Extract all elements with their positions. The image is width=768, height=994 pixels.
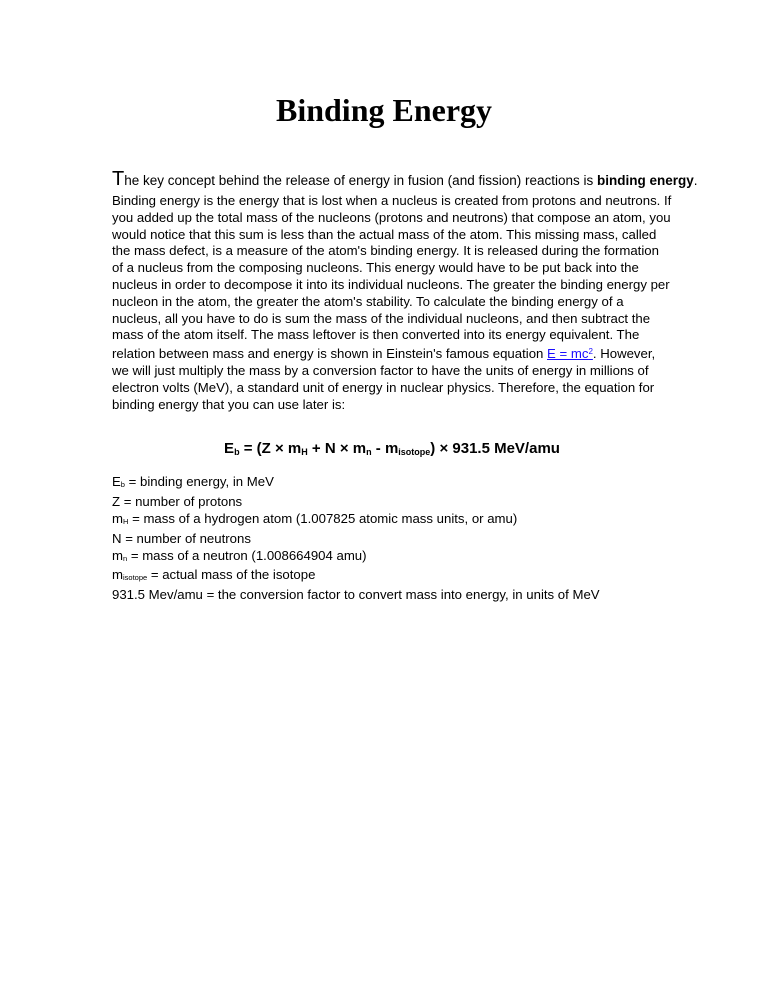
def-text: = the conversion factor to convert mass into energy, in units of MeV (202, 587, 600, 603)
eq-part3: - m (371, 440, 399, 458)
def-symbol: E (112, 474, 121, 490)
eq-e: E (224, 440, 235, 458)
eq-mh-sub: H (301, 447, 308, 458)
def-sub: H (123, 516, 129, 526)
def-text: = mass of a hydrogen atom (1.007825 atomic mass units, or amu) (128, 510, 518, 526)
def-text: = mass of a neutron (1.008664904 amu) (127, 547, 367, 563)
eq-part2: + N × m (307, 440, 367, 458)
link-superscript: 2 (588, 347, 593, 357)
article-content (112, 168, 698, 604)
def-text: = number of neutrons (121, 530, 251, 546)
def-sub: isotope (123, 573, 148, 583)
definition-row (112, 474, 672, 494)
definition-row (112, 494, 672, 511)
einstein-equation-link[interactable] (547, 346, 593, 361)
definition-row (112, 531, 672, 548)
drop-cap: T (112, 168, 125, 190)
def-symbol: m (112, 510, 123, 526)
eq-mn-sub: n (366, 447, 372, 458)
eq-iso-sub: isotope (398, 447, 431, 458)
intro-sentence (112, 168, 698, 190)
eq-e-sub: b (234, 447, 240, 458)
def-sub: b (120, 480, 125, 490)
definition-row (112, 567, 672, 587)
page-title: Binding Energy (275, 92, 493, 128)
bold-term: binding energy (597, 173, 694, 188)
definition-row (112, 548, 672, 568)
def-symbol: m (112, 567, 123, 583)
definition-row (112, 511, 672, 531)
intro-end: . (693, 173, 698, 188)
variable-definitions (112, 474, 672, 604)
def-symbol: m (112, 547, 123, 563)
def-symbol: N (112, 530, 122, 546)
body-text-end: . However, we will just multiply the mass by a conversion factor to have the units of energy in millions of electron volts (MeV), a standard unit of energy in nuclear physics. Therefore, the equation for binding energy that you can use later is: (112, 346, 656, 412)
def-symbol: Z (112, 494, 121, 510)
binding-energy-equation (112, 439, 672, 462)
def-text: = actual mass of the isotope (147, 567, 316, 583)
definition-row (112, 587, 672, 604)
def-text: = binding energy, in MeV (124, 474, 274, 490)
eq-part1: = (Z × m (239, 440, 302, 458)
link-text: E = mc (547, 346, 589, 362)
eq-part4: ) × 931.5 MeV/amu (430, 440, 560, 458)
body-text-start: Binding energy is the energy that is lost when a nucleus is created from protons and neutrons. If you added up the total mass of the nucleons (protons and neutrons) that compose an atom, you would notice that this sum is less than the actual mass of the atom. This missing mass, called the mass defect, is a measure of the atom's binding energy. It is released during the formation of a nucleus from the composing nucleons. This energy would have to be put back into the nucleus in order to decompose it into its individual nucleons. The greater the binding energy per nucleon in the atom, the greater the atom's stability. To calculate the binding energy of a nucleus, all you have to do is sum the mass of the individual nucleons, and then subtract the mass of the atom itself. The mass leftover is then converted into its energy equivalent. The relation between mass and energy is shown in Einstein's famous equation (112, 193, 672, 362)
def-symbol: 931.5 Mev/amu (112, 587, 203, 603)
def-text: = number of protons (120, 494, 243, 510)
intro-text: he key concept behind the release of energy in fusion (and fission) reactions is (124, 173, 597, 188)
body-paragraph (112, 193, 672, 413)
def-sub: n (123, 553, 128, 563)
